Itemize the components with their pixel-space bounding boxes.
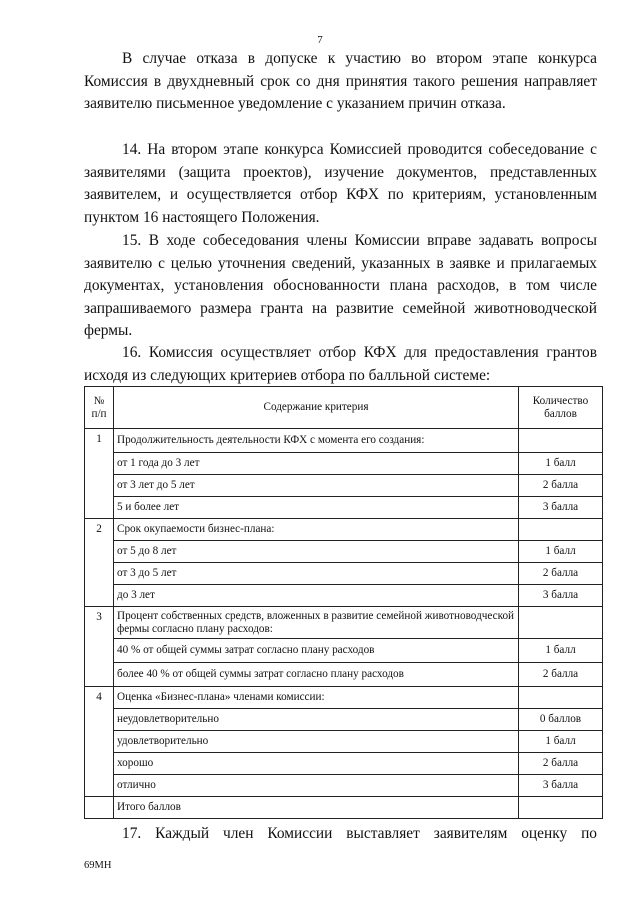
criterion-number: 2: [85, 519, 114, 607]
option-text: отлично: [114, 775, 519, 797]
header-num: № п/п: [85, 387, 114, 429]
option-points: 2 балла: [519, 475, 603, 497]
criterion-points-empty: [519, 519, 603, 541]
option-text: неудовлетворительно: [114, 709, 519, 731]
paragraph-17: 17. Каждый член Комиссии выставляет заявителям оценку по: [122, 825, 597, 842]
criterion-title: Продолжительность деятельности КФХ с момента его создания:: [114, 429, 519, 453]
table-row: [85, 687, 603, 709]
total-points-empty: [519, 797, 603, 819]
table-row: [85, 497, 603, 519]
paragraph-14: 14. На втором этапе конкурса Комиссией проводится собеседование с заявителями (защита проектов), изучение документов, представленных заявителем, и осуществляется отбор КФХ по критериям, установленным пунктом 16 настоящего Положения.: [84, 141, 597, 226]
table-row: [85, 607, 603, 639]
table-row: [85, 731, 603, 753]
criterion-number: 3: [85, 607, 114, 687]
option-text: удовлетворительно: [114, 731, 519, 753]
option-text: от 1 года до 3 лет: [114, 453, 519, 475]
header-points: Количество баллов: [519, 387, 603, 429]
criterion-number: 1: [85, 429, 114, 519]
option-points: 0 баллов: [519, 709, 603, 731]
option-points: 3 балла: [519, 775, 603, 797]
table-row: [85, 585, 603, 607]
table-row: [85, 541, 603, 563]
total-row: [85, 797, 603, 819]
option-points: 2 балла: [519, 563, 603, 585]
option-points: 1 балл: [519, 453, 603, 475]
criterion-points-empty: [519, 607, 603, 639]
paragraph-refusal: В случае отказа в допуске к участию во втором этапе конкурса Комиссия в двухдневный срок со дня принятия такого решения направляет заявителю письменное уведомление с указанием причин отказа.: [84, 50, 597, 113]
option-points: 3 балла: [519, 497, 603, 519]
table-row: [85, 663, 603, 687]
table-row: [85, 429, 603, 453]
paragraph-15: 15. В ходе собеседования члены Комиссии вправе задавать вопросы заявителю с целью уточнения сведений, указанных в заявке и прилагаемых документах, установления обоснованности плана расходов, в том числе запрашиваемого размера гранта на развитие семейной животноводческой фермы.: [84, 232, 597, 340]
option-points: 2 балла: [519, 663, 603, 687]
criterion-points-empty: [519, 687, 603, 709]
option-text: 40 % от общей суммы затрат согласно плану расходов: [114, 639, 519, 663]
table-header-row: [85, 387, 603, 429]
option-text: от 5 до 8 лет: [114, 541, 519, 563]
option-text: хорошо: [114, 753, 519, 775]
criterion-title: Процент собственных средств, вложенных в развитие семейной животноводческой фермы согласно плану расходов:: [114, 607, 519, 639]
criterion-points-empty: [519, 429, 603, 453]
criterion-title: Срок окупаемости бизнес-плана:: [114, 519, 519, 541]
option-points: 1 балл: [519, 639, 603, 663]
table-row: [85, 563, 603, 585]
table-row: [85, 519, 603, 541]
table-row: [85, 639, 603, 663]
criterion-title: Оценка «Бизнес-плана» членами комиссии:: [114, 687, 519, 709]
option-text: более 40 % от общей суммы затрат согласно плану расходов: [114, 663, 519, 687]
total-num-empty: [85, 797, 114, 819]
option-points: 2 балла: [519, 753, 603, 775]
option-points: 1 балл: [519, 541, 603, 563]
table-row: [85, 709, 603, 731]
option-text: от 3 до 5 лет: [114, 563, 519, 585]
table-row: [85, 775, 603, 797]
footer-code: 69МН: [84, 860, 112, 871]
header-criterion: Содержание критерия: [114, 387, 519, 429]
table-row: [85, 453, 603, 475]
paragraph-16: 16. Комиссия осуществляет отбор КФХ для предоставления грантов исходя из следующих критериев отбора по балльной системе:: [84, 344, 597, 384]
criteria-table: [84, 386, 603, 819]
option-text: до 3 лет: [114, 585, 519, 607]
total-label: Итого баллов: [114, 797, 519, 819]
page-number: 7: [317, 34, 323, 46]
table-row: [85, 475, 603, 497]
criterion-number: 4: [85, 687, 114, 797]
option-points: 3 балла: [519, 585, 603, 607]
table-row: [85, 753, 603, 775]
option-text: от 3 лет до 5 лет: [114, 475, 519, 497]
option-points: 1 балл: [519, 731, 603, 753]
option-text: 5 и более лет: [114, 497, 519, 519]
